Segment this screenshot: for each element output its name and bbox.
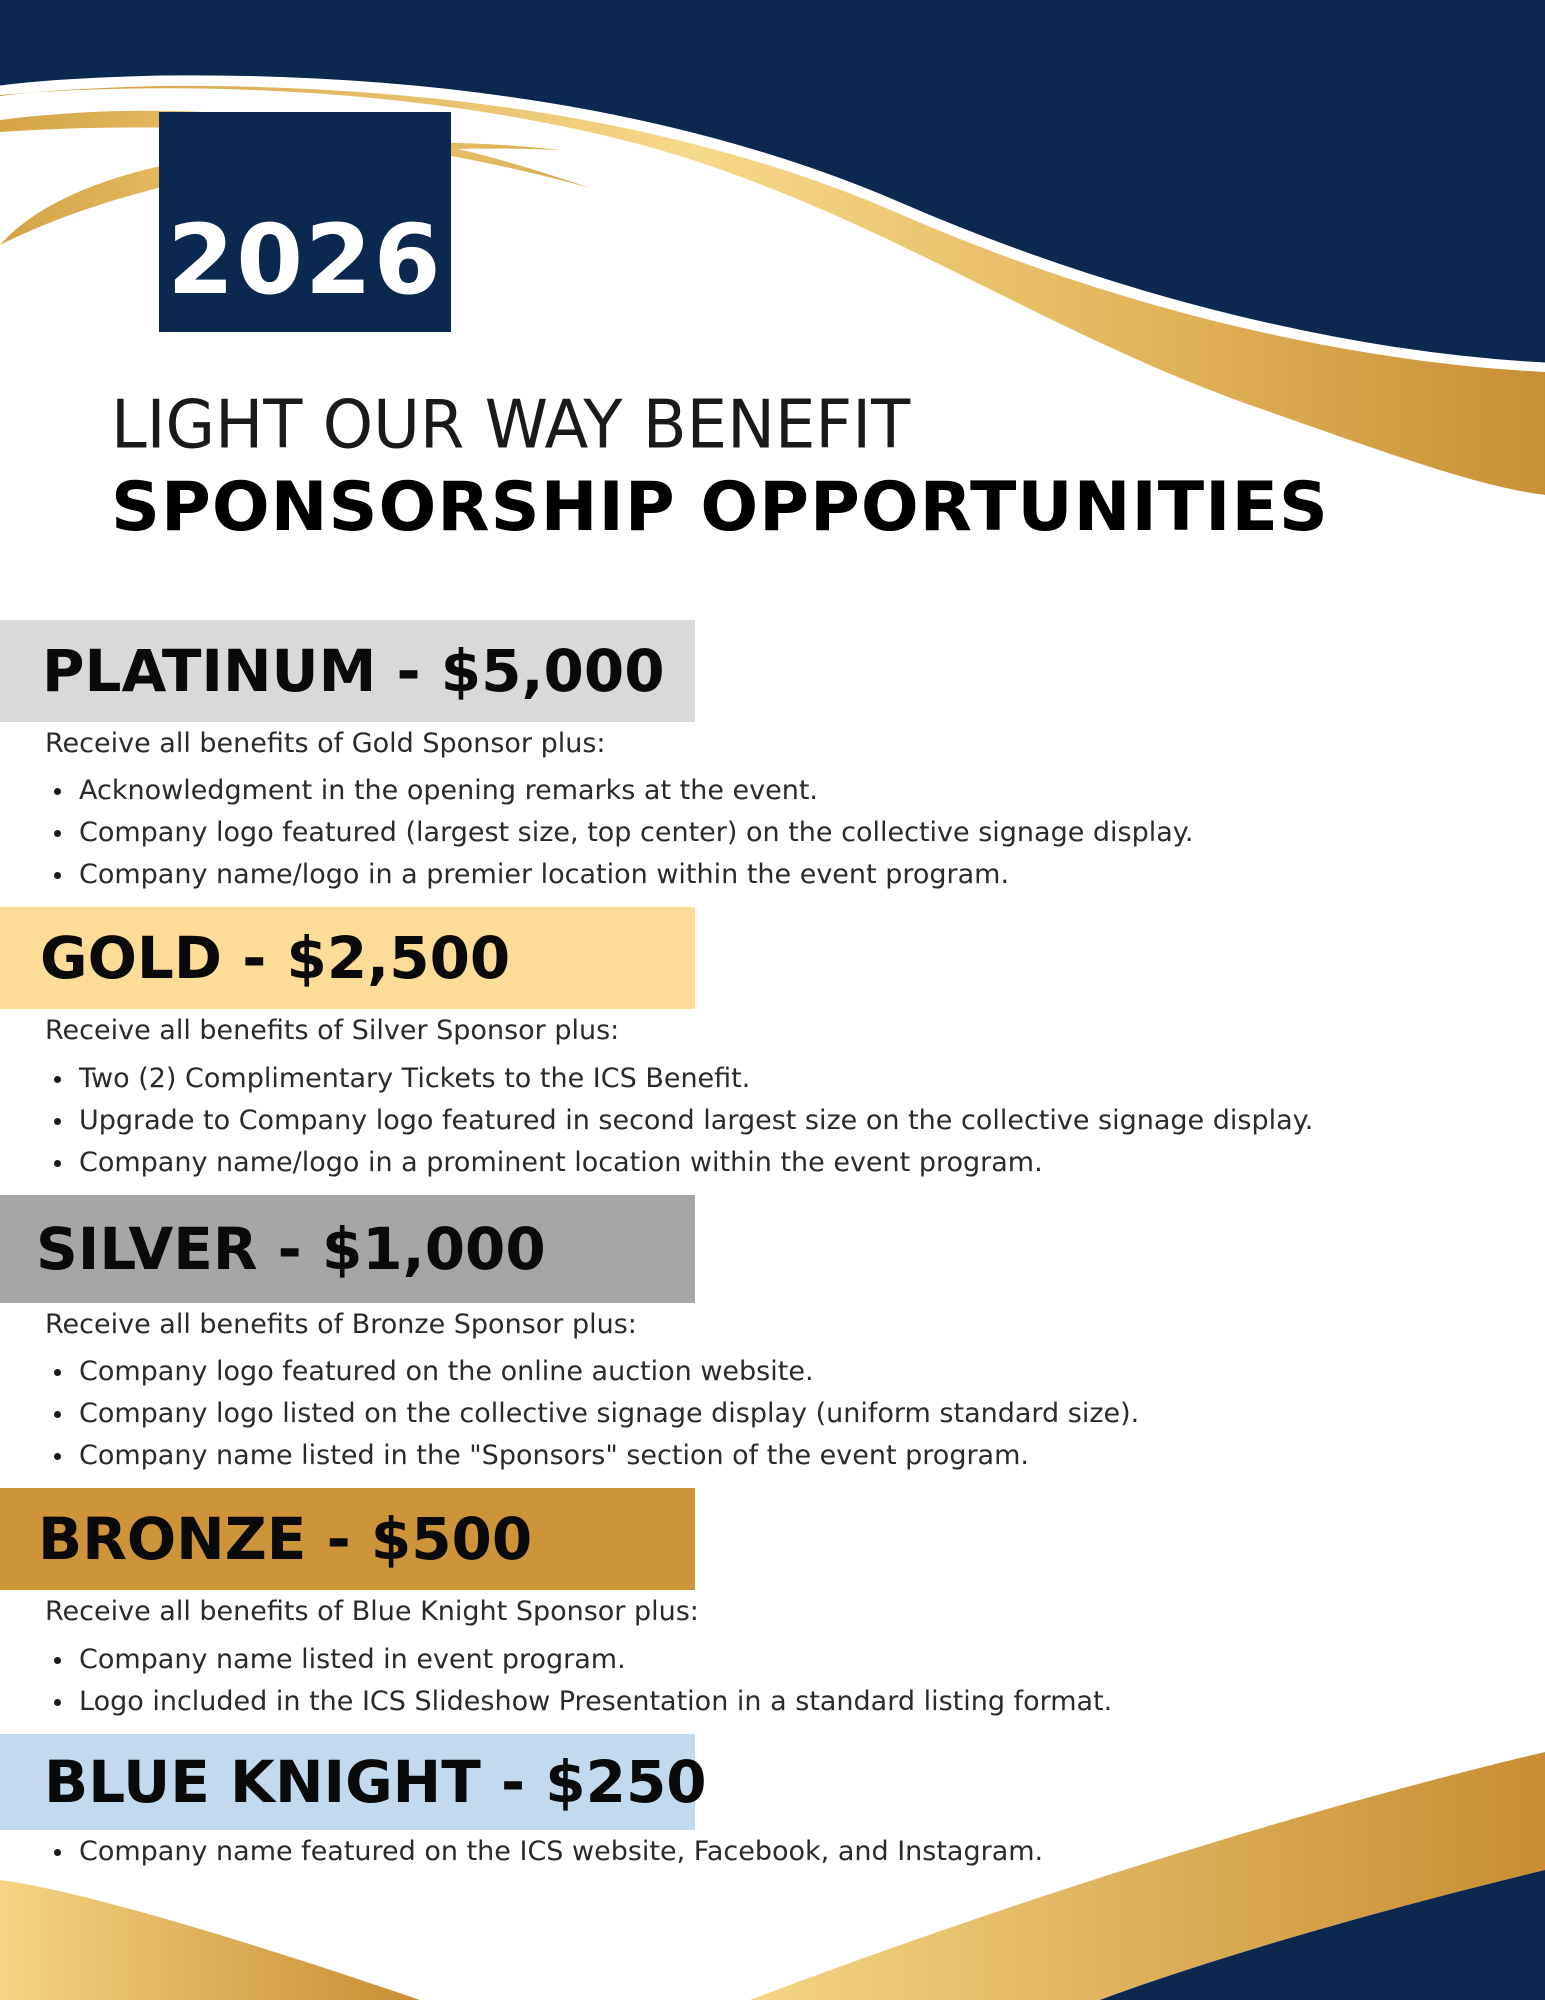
bullet-icon	[54, 1657, 61, 1664]
tier-bronze-title: BRONZE - $500	[38, 1505, 533, 1573]
list-item: Company name/logo in a premier location within the event program.	[45, 854, 1194, 896]
bullet-icon	[54, 872, 61, 879]
year-badge	[159, 112, 451, 332]
tier-platinum-header	[0, 620, 695, 722]
list-item: Upgrade to Company logo featured in second largest size on the collective signage display.	[45, 1100, 1313, 1142]
tier-gold-intro: Receive all benefits of Silver Sponsor plus:	[45, 1015, 620, 1046]
tier-blue-knight-benefits	[45, 1831, 1043, 1873]
tier-gold-title: GOLD - $2,500	[40, 924, 511, 992]
tier-platinum-intro: Receive all benefits of Gold Sponsor plus:	[45, 728, 606, 759]
bullet-icon	[54, 1369, 61, 1376]
tier-silver-title: SILVER - $1,000	[36, 1215, 546, 1283]
bullet-icon	[54, 1076, 61, 1083]
tier-platinum	[0, 620, 695, 722]
bullet-icon	[54, 1411, 61, 1418]
tier-blue-knight	[0, 1734, 707, 1830]
list-item: Company name featured on the ICS website, Facebook, and Instagram.	[45, 1831, 1043, 1873]
list-item: Company logo featured on the online auction website.	[45, 1351, 1139, 1393]
bullet-icon	[54, 1453, 61, 1460]
tier-gold-benefits	[45, 1058, 1313, 1184]
tier-bronze-intro: Receive all benefits of Blue Knight Sponsor plus:	[45, 1596, 699, 1627]
bullet-icon	[54, 1118, 61, 1125]
event-title: LIGHT OUR WAY BENEFIT	[111, 386, 911, 465]
tier-blue-knight-title: BLUE KNIGHT - $250	[44, 1748, 707, 1816]
sponsorship-heading: SPONSORSHIP OPPORTUNITIES	[111, 468, 1329, 547]
list-item: Company logo featured (largest size, top center) on the collective signage display.	[45, 812, 1194, 854]
list-item: Company name listed in event program.	[45, 1639, 1112, 1681]
bullet-icon	[54, 1160, 61, 1167]
page-title	[111, 386, 1329, 547]
tier-bronze-benefits	[45, 1639, 1112, 1723]
tier-silver	[0, 1195, 695, 1303]
list-item: Acknowledgment in the opening remarks at the event.	[45, 770, 1194, 812]
tier-silver-intro: Receive all benefits of Bronze Sponsor plus:	[45, 1309, 637, 1340]
tier-platinum-title: PLATINUM - $5,000	[42, 637, 665, 705]
tier-silver-header	[0, 1195, 695, 1303]
list-item: Company name listed in the "Sponsors" section of the event program.	[45, 1435, 1139, 1477]
tier-silver-benefits	[45, 1351, 1139, 1477]
list-item: Two (2) Complimentary Tickets to the ICS Benefit.	[45, 1058, 1313, 1100]
list-item: Company name/logo in a prominent location within the event program.	[45, 1142, 1313, 1184]
bullet-icon	[54, 1849, 61, 1856]
bullet-icon	[54, 1699, 61, 1706]
bullet-icon	[54, 788, 61, 795]
list-item: Logo included in the ICS Slideshow Presentation in a standard listing format.	[45, 1681, 1112, 1723]
tier-bronze-header	[0, 1488, 695, 1590]
list-item: Company logo listed on the collective signage display (uniform standard size).	[45, 1393, 1139, 1435]
tier-gold	[0, 907, 695, 1009]
tier-platinum-benefits	[45, 770, 1194, 896]
bullet-icon	[54, 830, 61, 837]
tier-bronze	[0, 1488, 695, 1590]
year-text: 2026	[167, 204, 443, 316]
tier-blue-knight-header	[0, 1734, 707, 1830]
gold-wave-bottom-left	[0, 1880, 420, 2000]
tier-gold-header	[0, 907, 695, 1009]
